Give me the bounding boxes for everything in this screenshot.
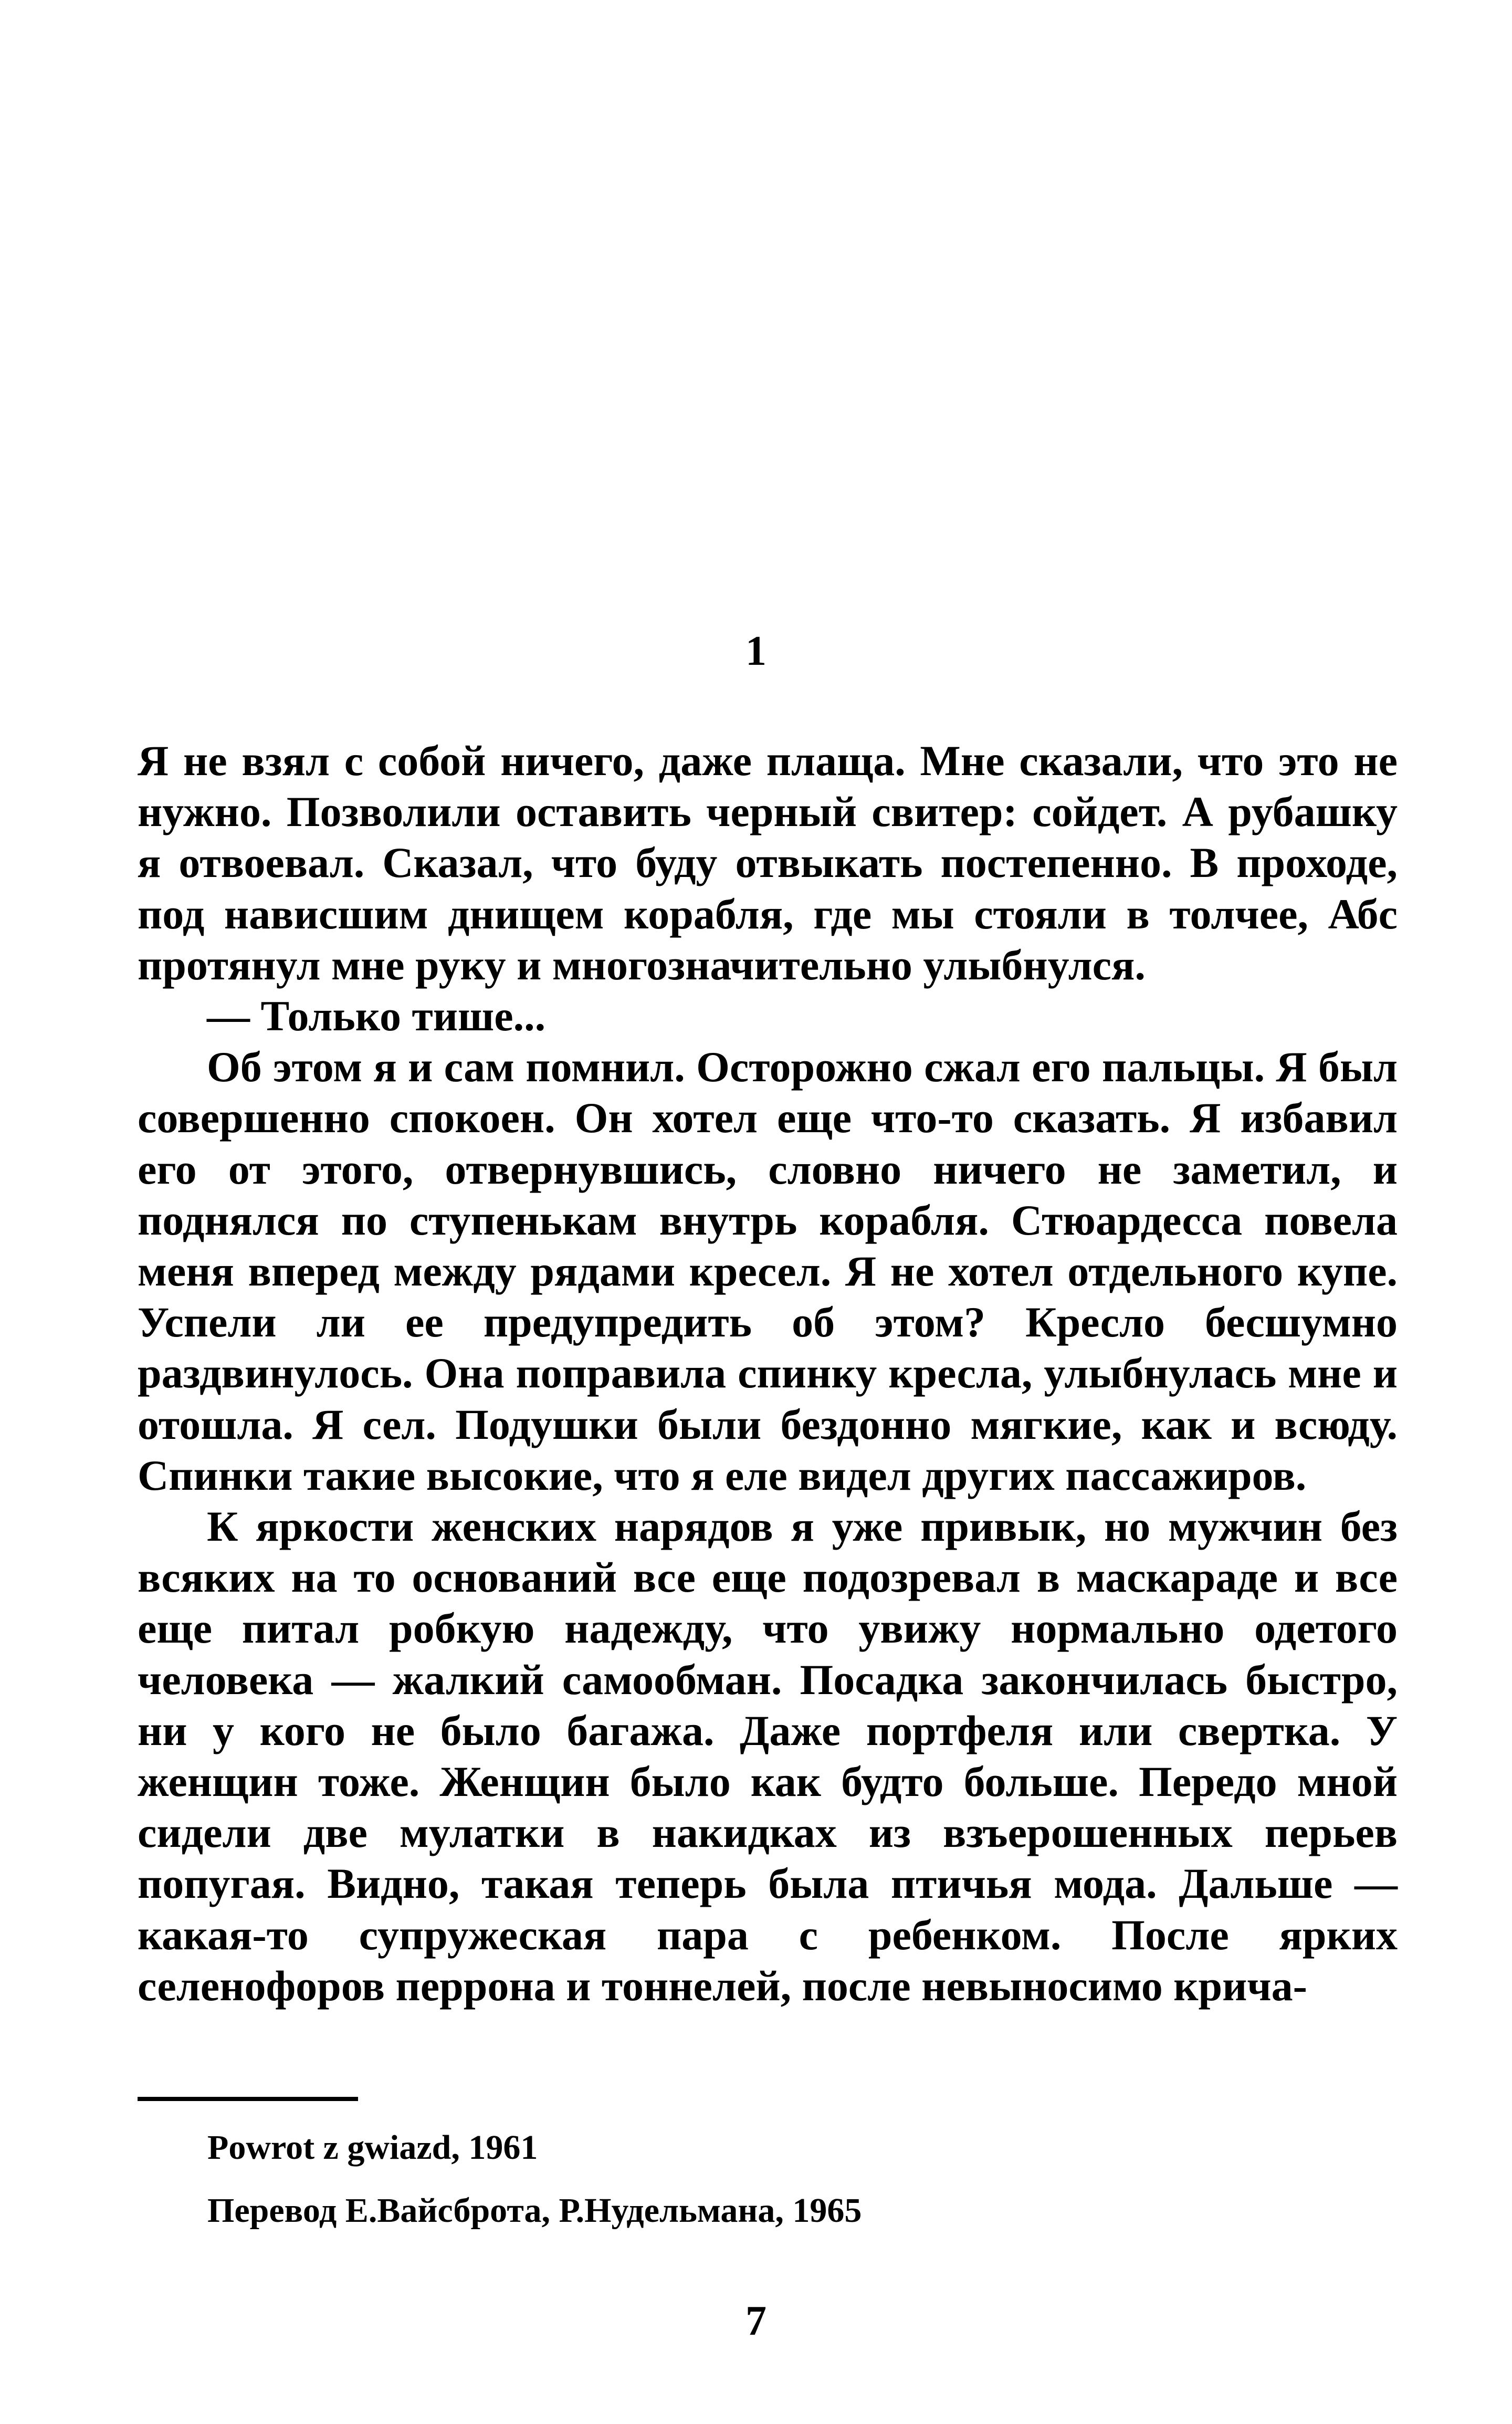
- paragraph: — Только тише...: [207, 992, 546, 1040]
- footnote-divider: [138, 2097, 358, 2101]
- footnote-original-title: Powrot z gwiazd, 1961: [207, 2128, 538, 2167]
- paragraph: К яркости женских нарядов я уже привык, но мужчин без всяких на то оснований все еще подозревал в маскараде и все еще питал робкую надежду, что увижу нормально одетого человека — жалкий самообман. Посадка закончилась быстро, ни у кого не было багажа. Даже портфеля или свертка. У женщин тоже. Женщин было как будто больше. Передо мной сидели две мулатки в накидках из взъерошенных перьев попугая. Видно, такая теперь была птичья мода. Дальше — какая-то супружеская пара с ребенком. После ярких селенофоров перрона и тоннелей, после невыносимо крича-: [138, 1502, 1398, 2010]
- page-number: 7: [746, 2298, 766, 2344]
- chapter-number: 1: [746, 628, 766, 674]
- paragraph: Об этом я и сам помнил. Осторожно сжал его пальцы. Я был совершенно спокоен. Он хотел еще что-то сказать. Я избавил его от этого, отвернувшись, словно ничего не заметил, и поднялся по ступенькам внутрь корабля. Стюардесса повела меня вперед между рядами кресел. Я не хотел отдельного купе. Успели ли ее предупредить об этом? Кресло бесшумно раздвинулось. Она поправила спинку кресла, улыбнулась мне и отошла. Я сел. Подушки были бездонно мягкие, как и всюду. Спинки такие высокие, что я еле видел других пассажиров.: [138, 1043, 1398, 1499]
- footnote-translation: Перевод Е.Вайсброта, Р.Нудельмана, 1965: [207, 2191, 862, 2230]
- paragraph: Я не взял с собой ничего, даже плаща. Мне сказали, что это не нужно. Позволили оставить черный свитер: сойдет. А рубашку я отвоевал. Сказал, что буду отвыкать постепенно. В проходе, под нависшим днищем корабля, где мы стояли в толчее, Абс протянул мне руку и многозначительно улыбнулся.: [138, 737, 1398, 989]
- body-text: [138, 735, 1398, 2011]
